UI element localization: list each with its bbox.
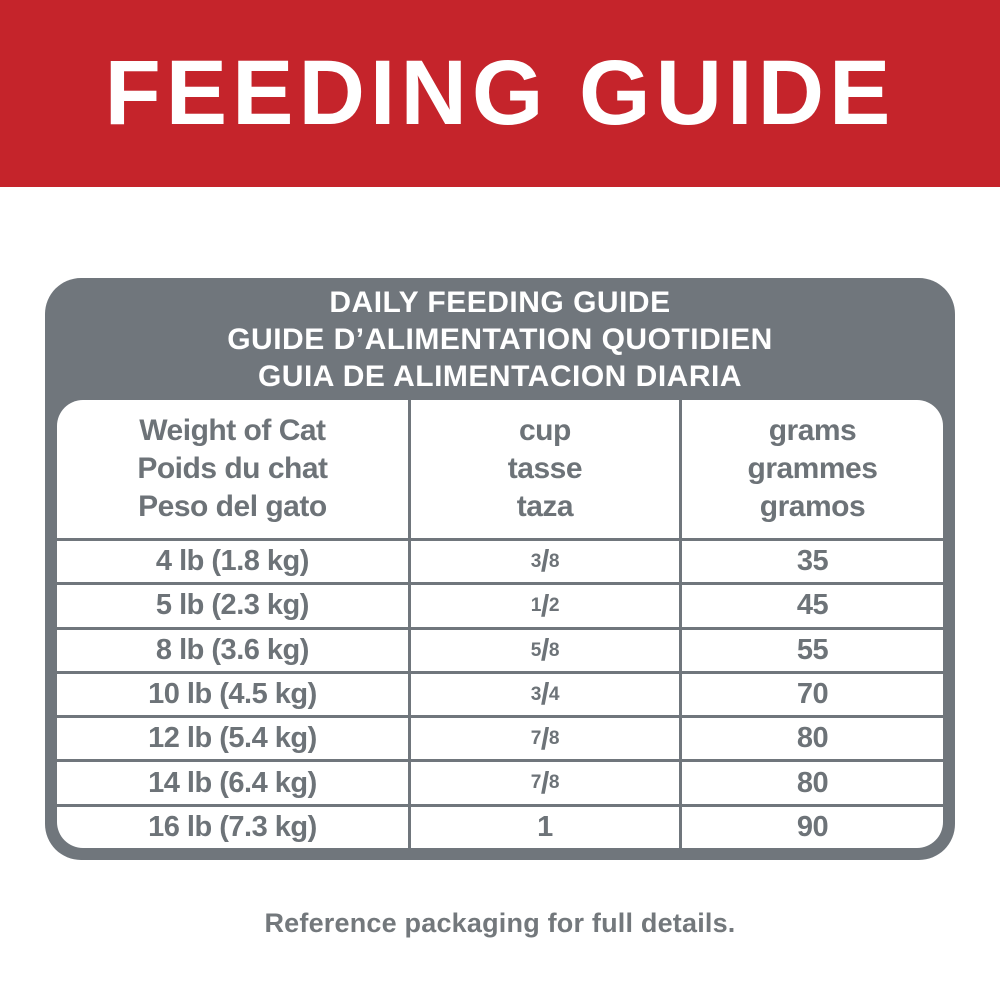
grams-cell: 80 <box>679 718 943 759</box>
table-row <box>57 759 943 803</box>
table-row <box>57 627 943 671</box>
grams-cell: 35 <box>679 541 943 582</box>
weight-cell: 14 lb (6.4 kg) <box>148 766 317 799</box>
cup-cell <box>408 674 679 715</box>
cup-header-es: taza <box>516 490 574 523</box>
fraction-slash: / <box>540 632 549 667</box>
cup-denominator: 8 <box>548 728 560 750</box>
banner-title: FEEDING GUIDE <box>104 42 896 144</box>
cup-cell <box>408 585 679 626</box>
cup-cell <box>408 762 679 803</box>
cup-header-en: cup <box>518 414 571 447</box>
fraction-slash: / <box>540 677 549 712</box>
cup-denominator: 8 <box>548 639 560 661</box>
grams-header-fr: grammes <box>747 452 878 485</box>
feeding-guide-banner <box>0 0 1000 187</box>
weight-cell: 10 lb (4.5 kg) <box>148 677 317 710</box>
fraction-slash: / <box>540 765 549 800</box>
weight-column-header <box>57 400 408 538</box>
footer-note: Reference packaging for full details. <box>264 908 736 938</box>
cup-numerator: 5 <box>530 639 541 661</box>
cup-denominator: 8 <box>548 772 560 794</box>
grams-header-en: grams <box>768 414 857 447</box>
cup-column-header <box>408 400 679 538</box>
cup-numerator: 7 <box>530 728 541 750</box>
table-title-band <box>57 278 943 400</box>
fraction-slash: / <box>540 721 549 756</box>
cup-numerator: 7 <box>530 772 541 794</box>
cup-cell <box>408 807 679 848</box>
grams-cell: 80 <box>679 762 943 803</box>
grams-cell: 70 <box>679 674 943 715</box>
grams-column-header <box>679 400 943 538</box>
table-row <box>57 804 943 848</box>
cup-numerator: 3 <box>530 683 541 705</box>
table-body <box>57 400 943 848</box>
table-title-line-en: DAILY FEEDING GUIDE <box>329 285 671 319</box>
fraction-slash: / <box>540 544 549 579</box>
grams-cell: 45 <box>679 585 943 626</box>
weight-header-es: Peso del gato <box>138 490 327 523</box>
weight-cell: 4 lb (1.8 kg) <box>155 545 309 578</box>
cup-header-fr: tasse <box>507 452 583 485</box>
weight-cell: 12 lb (5.4 kg) <box>148 722 317 755</box>
grams-cell: 90 <box>679 807 943 848</box>
table-row <box>57 582 943 626</box>
grams-header-es: gramos <box>759 490 866 523</box>
cup-numerator: 3 <box>530 551 541 573</box>
table-row <box>57 715 943 759</box>
cup-numerator: 1 <box>530 595 541 617</box>
weight-cell: 5 lb (2.3 kg) <box>155 589 309 622</box>
daily-feeding-guide-table <box>45 278 955 860</box>
table-row <box>57 538 943 582</box>
cup-whole: 1 <box>537 810 553 843</box>
cup-cell <box>408 718 679 759</box>
column-header-row <box>57 400 943 538</box>
weight-cell: 16 lb (7.3 kg) <box>148 810 317 843</box>
cup-denominator: 8 <box>548 551 560 573</box>
weight-cell: 8 lb (3.6 kg) <box>155 633 309 666</box>
weight-header-fr: Poids du chat <box>137 452 328 485</box>
table-row <box>57 671 943 715</box>
cup-cell <box>408 541 679 582</box>
cup-cell <box>408 630 679 671</box>
cup-denominator: 2 <box>548 595 560 617</box>
table-title-line-es: GUIA DE ALIMENTACION DIARIA <box>257 359 743 393</box>
weight-header-en: Weight of Cat <box>139 414 326 447</box>
fraction-slash: / <box>540 588 549 623</box>
cup-denominator: 4 <box>548 683 560 705</box>
table-title-line-fr: GUIDE D’ALIMENTATION QUOTIDIEN <box>227 322 773 356</box>
grams-cell: 55 <box>679 630 943 671</box>
